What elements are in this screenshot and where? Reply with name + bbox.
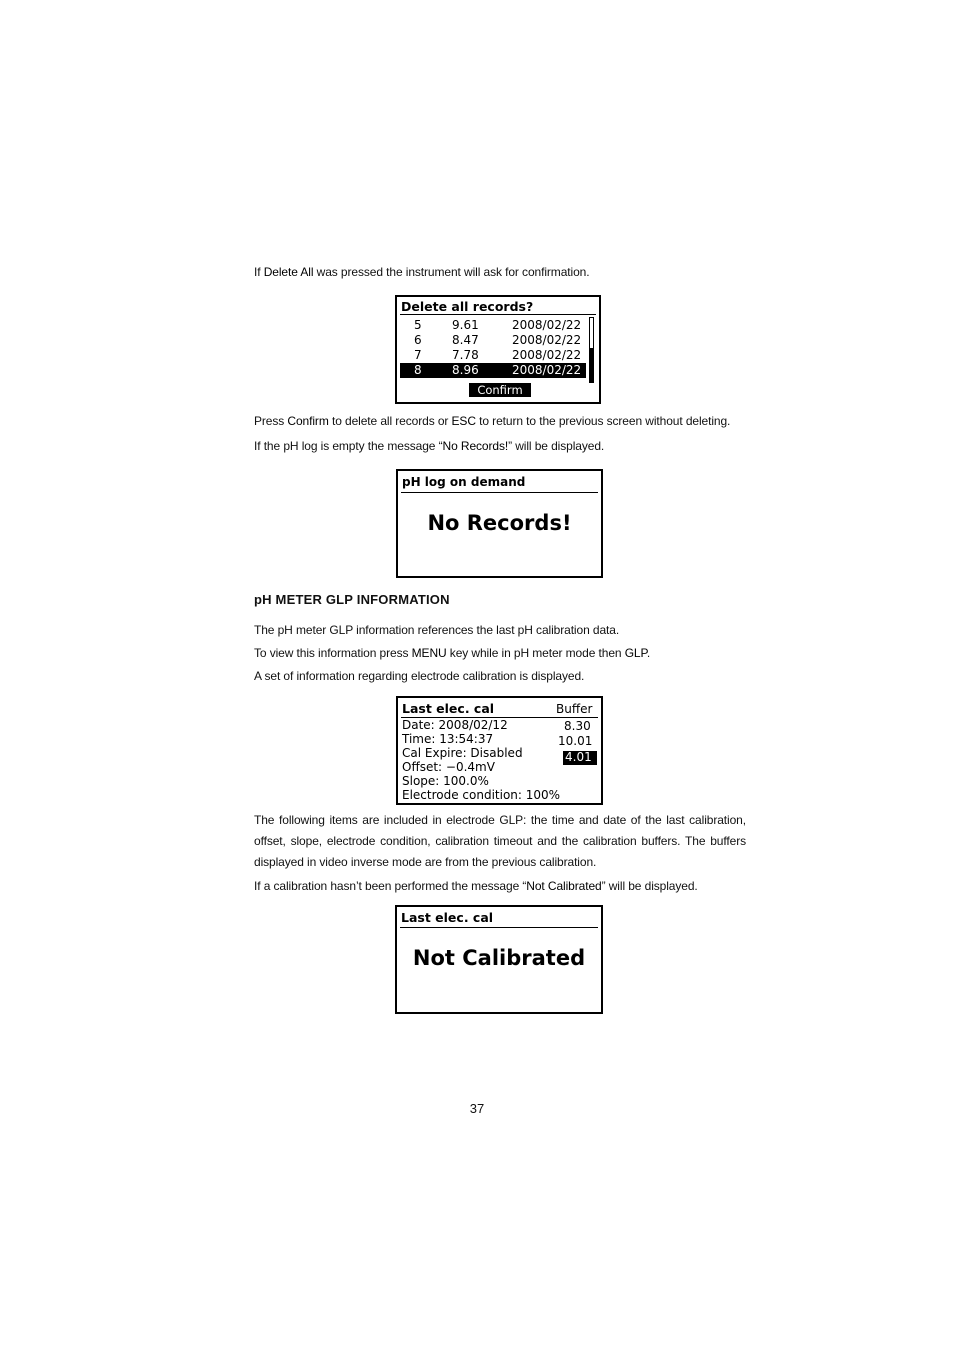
lcd-message: Not Calibrated (412, 946, 586, 970)
keyword-esc: ESC (451, 414, 476, 428)
glp-date: Date: 2008/02/12 (402, 718, 508, 732)
lcd-message: No Records! (427, 511, 572, 535)
confirm-button: Confirm (469, 383, 531, 397)
lcd-glp-info (396, 696, 603, 805)
record-value: 7.78 (452, 348, 479, 362)
keyword-delete-all: Delete All (263, 265, 314, 279)
record-date: 2008/02/22 (512, 348, 582, 362)
paragraph-not-calibrated (254, 876, 746, 897)
record-number: 7 (414, 348, 422, 362)
keyword-confirm: Confirm (287, 414, 329, 428)
lcd-not-calibrated (395, 905, 603, 1014)
text: To view this information press (254, 646, 412, 660)
lcd-delete-all-records (395, 295, 601, 404)
buffer-value-inverse: 4.01 (563, 751, 597, 765)
record-value: 8.47 (452, 333, 479, 347)
record-date: 2008/02/22 (512, 333, 582, 347)
text: to delete all records or (328, 414, 452, 428)
paragraph-no-records (254, 436, 746, 457)
record-row-selected (400, 363, 586, 378)
text: . (646, 646, 651, 660)
keyword-menu: MENU (411, 646, 447, 660)
text: If the pH log is empty the message “ (254, 439, 443, 453)
paragraph-glp-intro: The pH meter GLP information references the last pH calibration data. (254, 623, 620, 637)
text: was pressed the instrument will ask for confirmation. (313, 265, 590, 279)
keyword-no-records: No Records! (442, 439, 509, 453)
paragraph-delete-all (254, 262, 746, 283)
glp-offset: Offset: −0.4mV (402, 760, 495, 774)
record-date: 2008/02/22 (512, 363, 582, 377)
record-row (400, 333, 586, 348)
paragraph-confirm (254, 411, 746, 432)
section-heading: pH METER GLP INFORMATION (254, 592, 450, 607)
text: If (254, 265, 264, 279)
record-value: 9.61 (452, 318, 479, 332)
record-row (400, 348, 586, 363)
lcd-no-records (396, 469, 603, 578)
record-number: 8 (414, 363, 422, 377)
scrollbar (589, 317, 594, 383)
paragraph-glp-view (254, 643, 746, 664)
glp-electrode-condition: Electrode condition: 100% (402, 788, 561, 802)
lcd-title: Delete all records? (401, 299, 534, 314)
keyword-glp: GLP (624, 646, 647, 660)
buffer-value: 8.30 (564, 719, 591, 733)
text: ” will be displayed. (508, 439, 605, 453)
text: to return to the previous screen without deleting. (475, 414, 731, 428)
lcd-divider (400, 927, 598, 928)
buffer-label: Buffer (556, 702, 593, 716)
lcd-title: Last elec. cal (401, 910, 494, 925)
lcd-divider (400, 314, 596, 315)
paragraph-glp-set: A set of information regarding electrode calibration is displayed. (254, 669, 585, 683)
scrollbar-thumb (590, 348, 593, 382)
buffer-value: 10.01 (558, 734, 593, 748)
text: If a calibration hasn’t been performed the message “ (254, 879, 527, 893)
glp-slope: Slope: 100.0% (402, 774, 489, 788)
record-row (400, 318, 586, 333)
record-number: 5 (414, 318, 422, 332)
lcd-title: Last elec. cal (402, 701, 495, 716)
page-number: 37 (469, 1101, 485, 1116)
lcd-divider (401, 492, 598, 493)
text: key while in pH meter mode then (446, 646, 625, 660)
text: ” will be displayed. (601, 879, 698, 893)
glp-cal-expire: Cal Expire: Disabled (402, 746, 523, 760)
paragraph-glp-items: The following items are included in electrode GLP: the time and date of the last calibration, offset, slope, electrode condition, calibration timeout and the calibration buffers. The buffers displayed in video inverse mode are from the previous calibration. (254, 813, 746, 869)
glp-time: Time: 13:54:37 (402, 732, 494, 746)
record-value: 8.96 (452, 363, 479, 377)
lcd-title: pH log on demand (402, 475, 526, 489)
text: Press (254, 414, 288, 428)
keyword-not-calibrated: Not Calibrated (526, 879, 602, 893)
record-number: 6 (414, 333, 422, 347)
record-date: 2008/02/22 (512, 318, 582, 332)
